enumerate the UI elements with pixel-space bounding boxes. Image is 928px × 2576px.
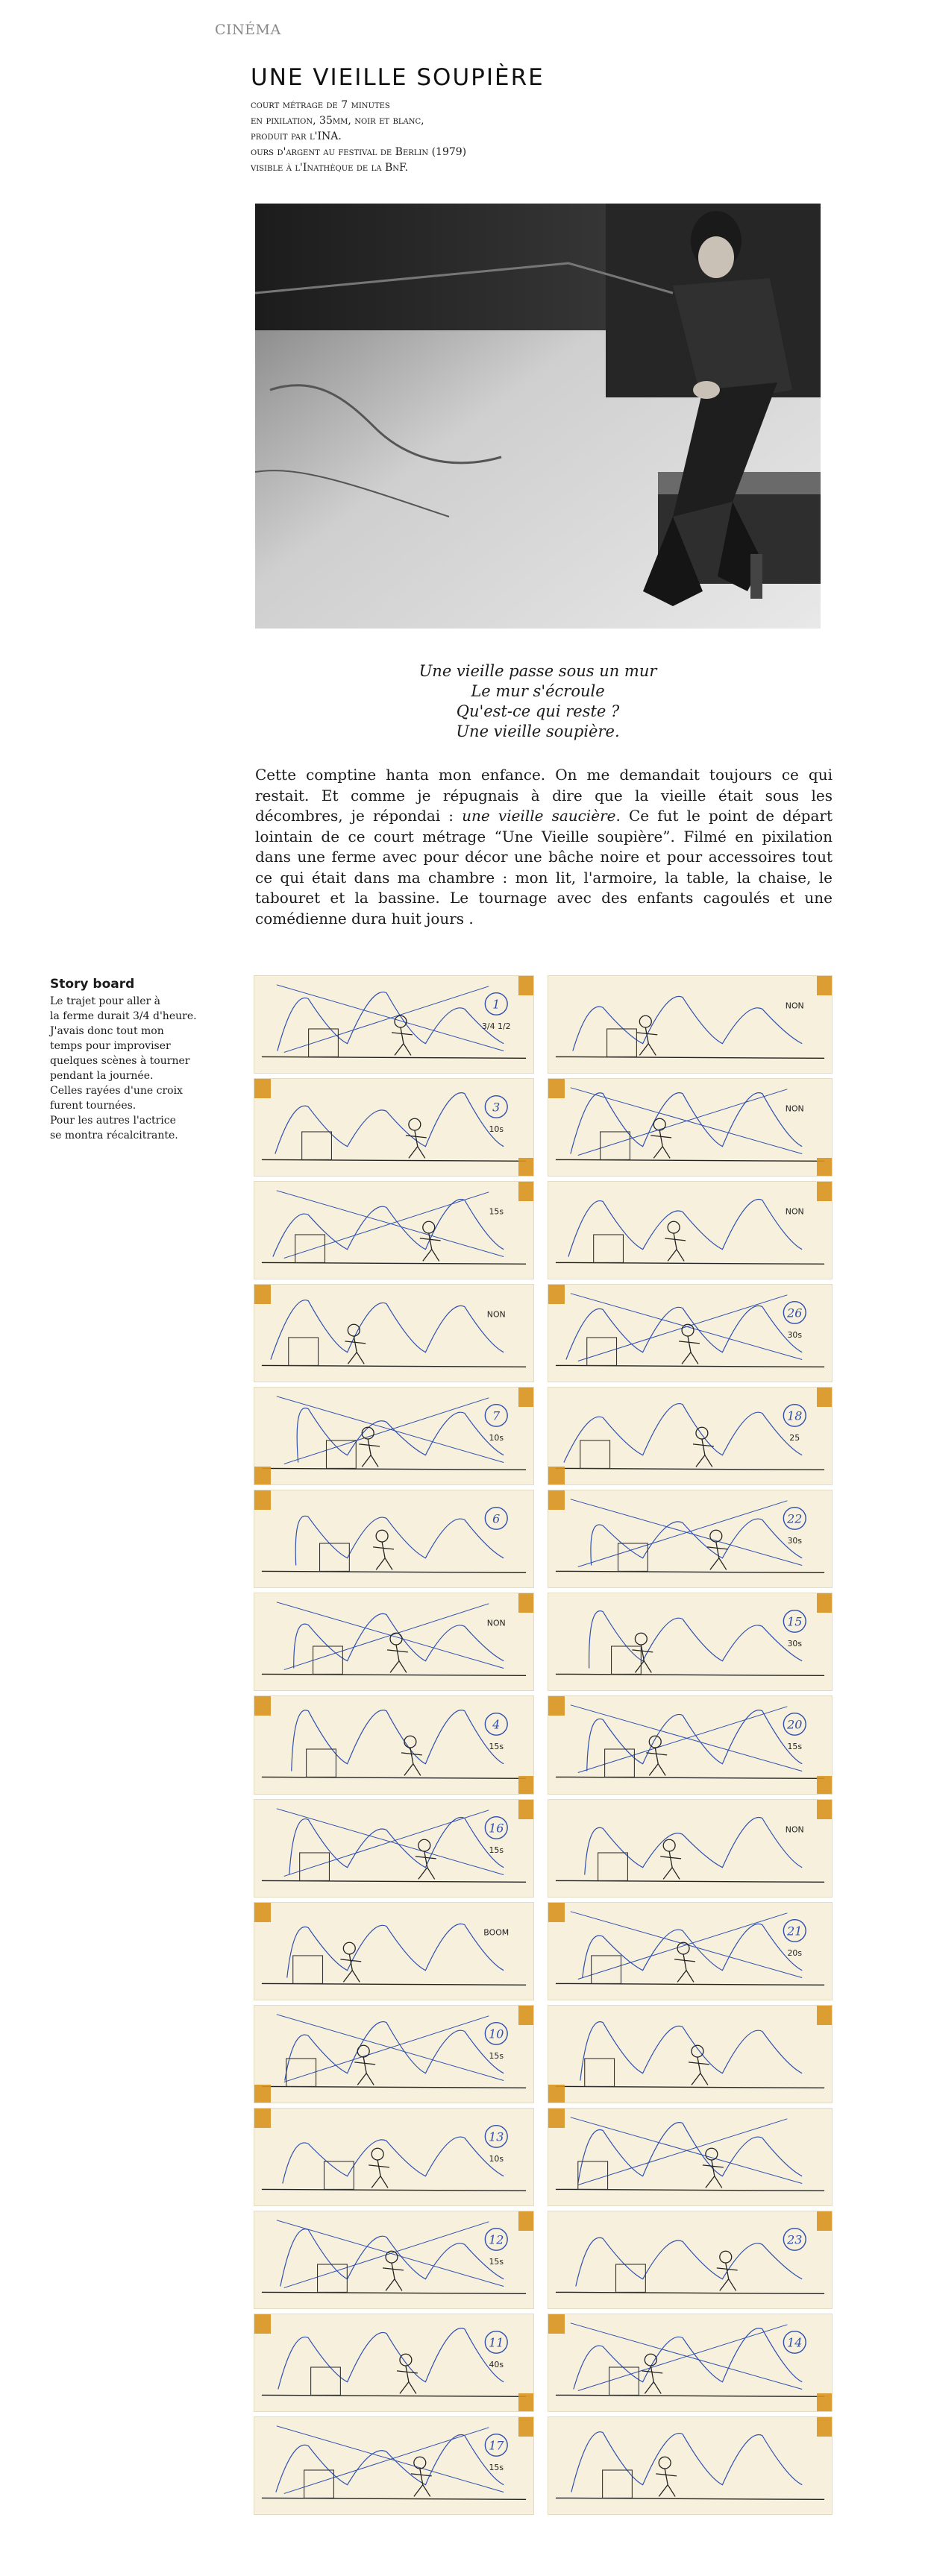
body-text-part2: . Ce fut le point de départ lointain de ce court métrage “Une Vieille soupière”. Filmé en pixilation dans une ferme avec pour décor une bâche noire et pour accessoires tout ce qui était dans ma chambre : mon lit, l'armoire, la table, la chaise, le tabouret et la bassine. Le tournage avec des enfants cagoulés et une comédienne dura huit jours . <box>255 807 833 928</box>
storyboard-panel <box>548 2211 833 2309</box>
panel-annotation: NON <box>486 1618 506 1628</box>
storyboard-panel <box>548 2108 833 2206</box>
panel-sketch <box>548 1182 832 1279</box>
body-text-part1: Cette comptine hanta mon enfance. On me demandait toujours ce qui restait. Et comme je répugnais à dire que la vieille était sous les décombres, je répondai : <box>255 766 833 825</box>
caption-line: pendant la journée. <box>50 1070 154 1082</box>
storyboard-panel <box>254 1284 534 1382</box>
tape-strip <box>817 1158 833 1177</box>
panel-sketch <box>548 1285 832 1382</box>
panel-sketch <box>548 1388 832 1484</box>
section-label: CINÉMA <box>215 22 281 38</box>
panel-annotation: 10s <box>489 2153 504 2164</box>
panel-sketch <box>254 1696 533 1793</box>
tape-strip <box>548 1285 565 1304</box>
storyboard-panel <box>548 2005 833 2103</box>
panel-number: 18 <box>787 1408 803 1423</box>
tape-strip <box>817 1776 833 1795</box>
storyboard-panel <box>254 1695 534 1794</box>
panel-number: 12 <box>489 2232 504 2247</box>
panel-number: 3 <box>492 1100 501 1115</box>
panel-sketch <box>254 1182 533 1279</box>
panel-number: 4 <box>492 1717 501 1732</box>
panel-sketch <box>548 976 832 1073</box>
panel-annotation: 15s <box>489 2256 504 2267</box>
storyboard-panel <box>548 1387 833 1485</box>
storyboard-panel <box>254 2416 534 2515</box>
tape-strip <box>254 1903 271 1922</box>
panel-number: 1 <box>492 997 501 1012</box>
tape-strip <box>817 1388 833 1407</box>
storyboard-panel <box>254 975 534 1074</box>
panel-annotation: 40s <box>489 2359 504 2369</box>
tape-strip <box>518 1800 534 1819</box>
meta-line: court métrage de 7 minutes <box>251 99 390 111</box>
tape-strip <box>817 2211 833 2231</box>
panel-sketch <box>254 1388 533 1484</box>
panel-annotation: 15s <box>489 1845 504 1855</box>
panel-number: 15 <box>787 1614 803 1629</box>
tape-strip <box>817 2006 833 2025</box>
panel-sketch <box>254 976 533 1073</box>
tape-strip <box>518 1388 534 1407</box>
panel-sketch <box>548 2109 832 2205</box>
poem <box>255 661 821 742</box>
portrait-photo-drawing <box>255 204 821 629</box>
caption-line: furent tournées. <box>50 1100 137 1112</box>
storyboard-panel <box>548 1695 833 1794</box>
panel-annotation: 15s <box>787 1742 803 1752</box>
tape-strip <box>254 1490 271 1510</box>
panel-sketch <box>548 1903 832 2000</box>
tape-strip <box>817 1800 833 1819</box>
tape-strip <box>817 2393 833 2412</box>
panel-sketch <box>254 2211 533 2308</box>
panel-annotation: NON <box>785 1103 804 1114</box>
panel-annotation: 25 <box>789 1433 800 1443</box>
panel-sketch <box>254 2109 533 2205</box>
tape-strip <box>254 1079 271 1098</box>
panel-sketch <box>254 1800 533 1897</box>
tape-strip <box>548 1467 565 1485</box>
panel-sketch <box>254 1903 533 2000</box>
tape-strip <box>518 1158 534 1177</box>
storyboard-panel <box>548 1902 833 2000</box>
tape-strip <box>548 1696 565 1716</box>
tape-strip <box>518 1593 534 1613</box>
tape-strip <box>518 1182 534 1201</box>
caption-line: temps pour improviser <box>50 1040 171 1052</box>
caption-line: la ferme durait 3/4 d'heure. <box>50 1010 197 1022</box>
meta-line: visible à l'Inathèque de la BnF. <box>251 162 408 174</box>
panel-sketch <box>548 1490 832 1587</box>
panel-number: 23 <box>787 2232 803 2247</box>
panel-number: 26 <box>787 1306 803 1320</box>
panel-annotation: 15s <box>489 2050 504 2061</box>
panel-annotation: 15s <box>489 1742 504 1752</box>
panel-number: 14 <box>787 2335 803 2350</box>
portrait-photo <box>255 204 821 629</box>
poem-line: Une vieille soupière. <box>456 722 620 740</box>
panel-number: 6 <box>492 1511 501 1526</box>
panel-sketch <box>548 2417 832 2514</box>
tape-strip <box>548 1079 565 1098</box>
panel-annotation: NON <box>486 1309 506 1320</box>
tape-strip <box>518 2417 534 2437</box>
storyboard-panel <box>254 2005 534 2103</box>
body-text-emphasis: une vieille saucière <box>462 807 616 825</box>
caption-line: J'avais donc tout mon <box>50 1025 164 1037</box>
tape-strip <box>548 2085 565 2103</box>
panel-annotation: NON <box>785 1001 804 1011</box>
storyboard-panel <box>548 975 833 1074</box>
panel-annotation: 15s <box>489 1206 504 1217</box>
panel-sketch <box>254 1285 533 1382</box>
tape-strip <box>518 976 534 995</box>
panel-number: 17 <box>489 2438 504 2453</box>
storyboard-caption <box>50 994 214 1143</box>
tape-strip <box>518 1776 534 1795</box>
caption-line: Celles rayées d'une croix <box>50 1085 183 1097</box>
tape-strip <box>254 1467 271 1485</box>
panel-sketch <box>254 1490 533 1587</box>
panel-annotation: 30s <box>787 1639 803 1649</box>
panel-sketch <box>548 2314 832 2411</box>
panel-number: 16 <box>489 1820 504 1835</box>
meta-line: produit par l'INA. <box>251 130 342 142</box>
tape-strip <box>817 1182 833 1201</box>
storyboard-panel <box>254 2314 534 2412</box>
panel-sketch <box>254 2006 533 2103</box>
storyboard-panel <box>548 2416 833 2515</box>
panel-annotation: NON <box>785 1824 804 1834</box>
tape-strip <box>254 1285 271 1304</box>
storyboard-panel <box>254 1799 534 1898</box>
poem-line: Une vieille passe sous un mur <box>418 662 657 680</box>
panel-sketch <box>254 1593 533 1690</box>
storyboard-panel <box>254 1902 534 2000</box>
page-title: UNE VIEILLE SOUPIÈRE <box>251 64 545 91</box>
panel-sketch <box>254 2314 533 2411</box>
caption-line: Le trajet pour aller à <box>50 995 161 1007</box>
poem-line: Le mur s'écroule <box>471 682 605 700</box>
tape-strip <box>254 2314 271 2334</box>
panel-annotation: 3/4 1/2 <box>481 1021 511 1031</box>
panel-annotation: 15s <box>489 2462 504 2472</box>
caption-line: Pour les autres l'actrice <box>50 1115 176 1127</box>
tape-strip <box>548 1903 565 1922</box>
storyboard-panel <box>548 2314 833 2412</box>
panel-sketch <box>548 1696 832 1793</box>
panel-sketch <box>548 2006 832 2103</box>
panel-annotation: NON <box>785 1206 804 1217</box>
panel-sketch <box>254 2417 533 2514</box>
tape-strip <box>518 2006 534 2025</box>
storyboard-panel <box>254 2108 534 2206</box>
tape-strip <box>548 1490 565 1510</box>
tape-strip <box>817 1593 833 1613</box>
storyboard-panel <box>254 2211 534 2309</box>
caption-line: se montra récalcitrante. <box>50 1130 178 1141</box>
panel-number: 21 <box>787 1924 803 1938</box>
storyboard-panel <box>548 1490 833 1588</box>
tape-strip <box>254 2085 271 2103</box>
tape-strip <box>817 2417 833 2437</box>
panel-number: 10 <box>489 2027 504 2041</box>
tape-strip <box>254 2109 271 2128</box>
panel-number: 20 <box>787 1717 803 1732</box>
panel-number: 7 <box>492 1408 501 1423</box>
tape-strip <box>518 2211 534 2231</box>
poem-line: Qu'est-ce qui reste ? <box>456 702 620 720</box>
tape-strip <box>817 976 833 995</box>
storyboard-title: Story board <box>50 977 135 992</box>
panel-sketch <box>254 1079 533 1176</box>
storyboard-panel <box>548 1078 833 1177</box>
panel-annotation: BOOM <box>483 1927 510 1937</box>
tape-strip <box>548 2109 565 2128</box>
storyboard-panel <box>254 1593 534 1691</box>
tape-strip <box>548 2314 565 2334</box>
panel-sketch <box>548 2211 832 2308</box>
panel-annotation: 10s <box>489 1433 504 1443</box>
panel-sketch <box>548 1079 832 1176</box>
storyboard-panel <box>254 1490 534 1588</box>
film-metadata <box>251 98 466 176</box>
storyboard-panel <box>254 1078 534 1177</box>
storyboard-panel <box>254 1181 534 1279</box>
caption-line: quelques scènes à tourner <box>50 1055 190 1067</box>
meta-line: en pixilation, 35mm, noir et blanc, <box>251 115 424 127</box>
body-paragraph <box>255 765 833 929</box>
panel-sketch <box>548 1593 832 1690</box>
storyboard-panel <box>254 1387 534 1485</box>
panel-number: 11 <box>489 2335 504 2350</box>
panel-annotation: 30s <box>787 1536 803 1546</box>
panel-annotation: 10s <box>489 1124 504 1134</box>
panel-sketch <box>548 1800 832 1897</box>
storyboard-panel <box>548 1181 833 1279</box>
panel-number: 13 <box>489 2129 504 2144</box>
storyboard-panel <box>548 1593 833 1691</box>
storyboard-panel <box>548 1284 833 1382</box>
tape-strip <box>518 2393 534 2412</box>
panel-annotation: 30s <box>787 1330 803 1341</box>
meta-line: ours d'argent au festival de Berlin (1979) <box>251 146 467 158</box>
storyboard-panel <box>548 1799 833 1898</box>
panel-annotation: 20s <box>787 1947 803 1958</box>
tape-strip <box>254 1696 271 1716</box>
panel-number: 22 <box>787 1511 803 1526</box>
